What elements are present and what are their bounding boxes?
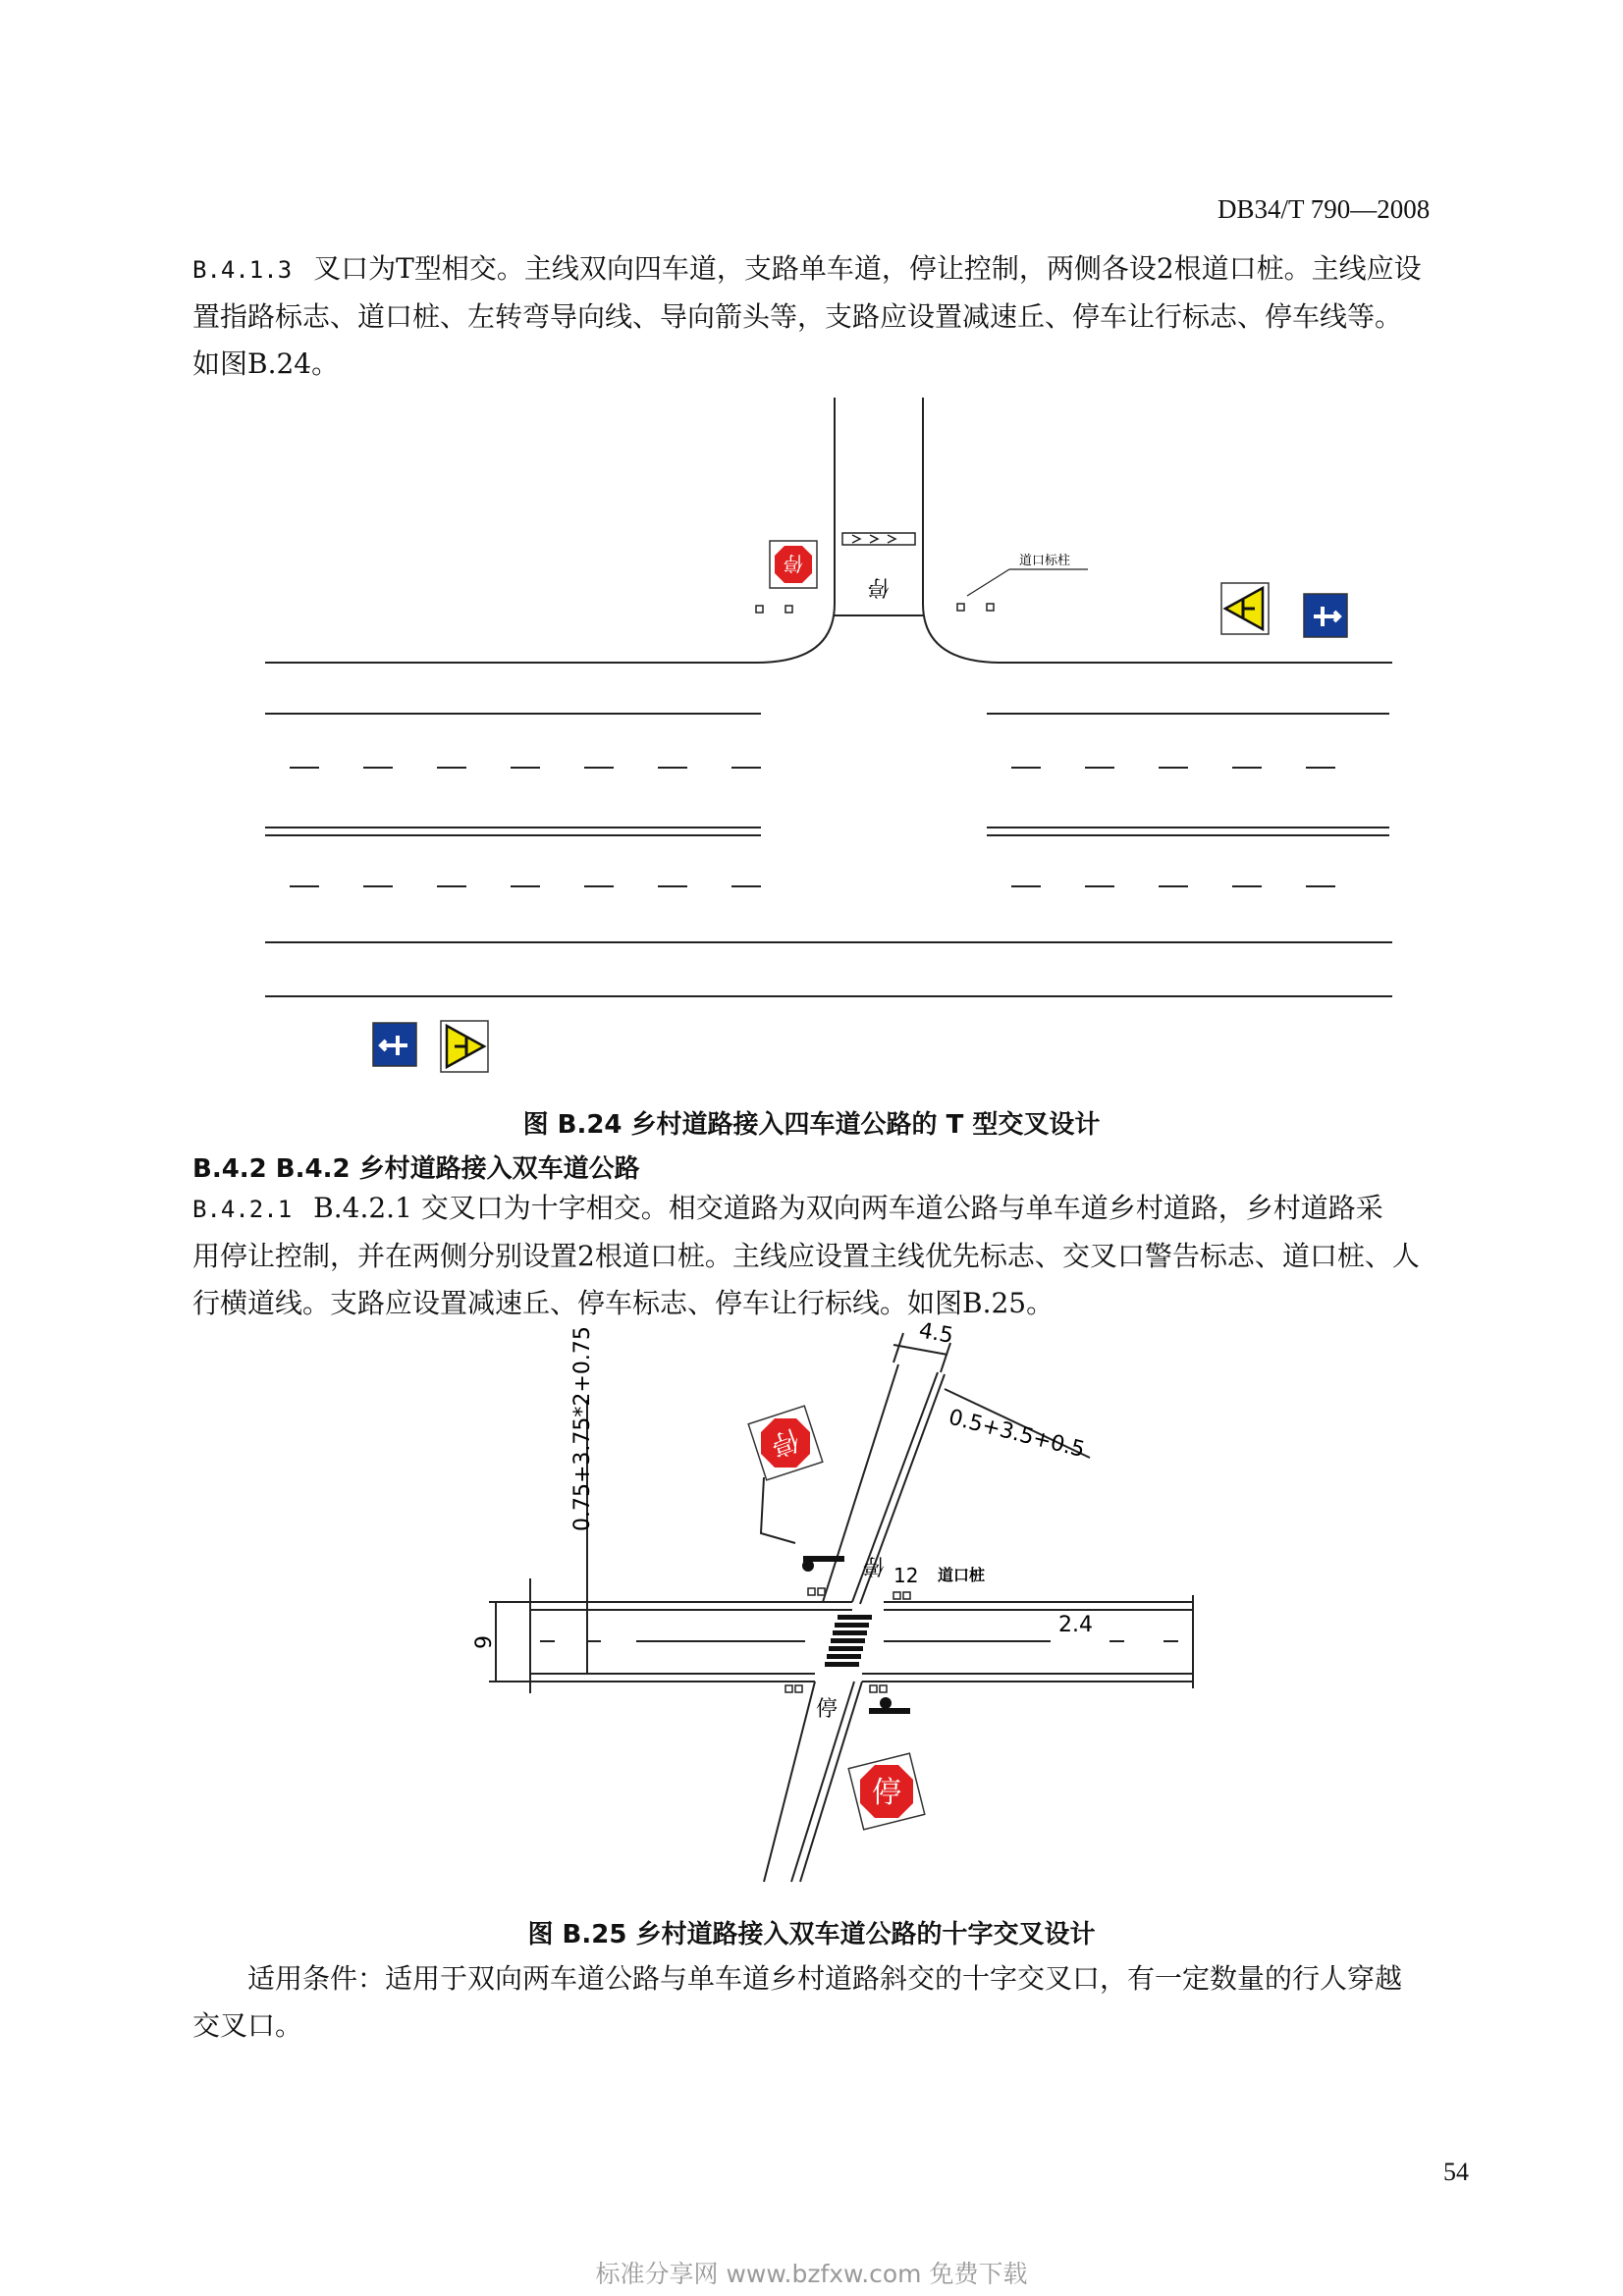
side-road-edge <box>823 1364 898 1602</box>
t-junction-warning-sign <box>1221 583 1269 634</box>
sign-leader <box>761 1477 795 1543</box>
stop-sign <box>848 1753 925 1830</box>
t-junction-warning-sign <box>441 1021 488 1072</box>
main-road-priority-sign <box>1304 594 1347 637</box>
delineator-post <box>808 1588 815 1595</box>
delineator-post <box>795 1685 802 1692</box>
delineator-post <box>818 1588 825 1595</box>
post-label: 道口标柱 <box>1019 554 1071 568</box>
paragraph-line: 如图B.24。 <box>192 347 340 380</box>
figure-caption-b25: 图 B.25 乡村道路接入双车道公路的十字交叉设计 <box>527 1920 1096 1949</box>
page-number: 54 <box>1443 2158 1469 2186</box>
figure-b24 <box>0 388 1623 1095</box>
dim-label-width: 2.4 <box>1058 1613 1093 1637</box>
road-stop-text: 停 <box>867 574 891 599</box>
speed-hump <box>842 533 915 545</box>
stop-sign-text: 停 <box>767 1422 804 1463</box>
stop-sign-text: 停 <box>872 1776 901 1810</box>
dim-label-minor: 0.5+3.5+0.5 <box>946 1405 1088 1464</box>
paragraph-conditions <box>192 1955 1469 2050</box>
delineator-post <box>785 606 792 613</box>
paragraph-b421 <box>192 1185 1469 1327</box>
figure-caption-b24: 图 B.24 乡村道路接入四车道公路的 T 型交叉设计 <box>522 1110 1101 1140</box>
stop-sign-text: 停 <box>784 552 803 575</box>
delineator-post <box>880 1685 887 1692</box>
paragraph-line: 适用条件：适用于双向两车道公路与单车道乡村道路斜交的十字交叉口，有一定数量的行人穿越 <box>247 1962 1403 1995</box>
dim-label-left: 9 <box>472 1635 497 1649</box>
crosswalk <box>825 1615 872 1667</box>
paragraph-b413 <box>192 245 1469 388</box>
dim-label-vertical: 0.75+3.75*2+0.75 <box>570 1326 595 1531</box>
dim-label-top: 4.5 <box>916 1318 955 1349</box>
delineator-post <box>870 1685 877 1692</box>
stop-sign <box>748 1406 823 1480</box>
paragraph-line: 行横道线。支路应设置减速丘、停车标志、停车让行标线。如图B.25。 <box>192 1287 1055 1319</box>
delineator-post <box>987 604 994 611</box>
paragraph-line: B.4.2.1 B.4.2.1 交叉口为十字相交。相交道路为双向两车道公路与单车道乡村道路，乡村道路采 <box>192 1192 1383 1224</box>
side-road-edge <box>764 1682 815 1882</box>
clause-number: B.4.2.1 <box>192 1196 293 1223</box>
label-leader <box>967 569 1009 596</box>
clause-number: B.4.1.3 <box>192 256 293 284</box>
delineator-post <box>903 1592 910 1599</box>
delineator-post <box>893 1592 900 1599</box>
document-code: DB34/T 790—2008 <box>1217 194 1431 224</box>
delineator-post <box>957 604 964 611</box>
paragraph-line: 交叉口。 <box>192 2009 303 2042</box>
section-heading-b42: B.4.2 B.4.2 乡村道路接入双车道公路 <box>192 1154 640 1184</box>
paragraph-line: B.4.1.3 叉口为T型相交。主线双向四车道，支路单车道，停让控制，两侧各设2根道口桩。主线应设 <box>192 252 1422 285</box>
main-road-priority-sign <box>373 1023 416 1066</box>
post-label: 道口桩 <box>938 1566 986 1584</box>
dim-label-angle: 12 <box>893 1564 919 1587</box>
road-stop-text: 停 <box>862 1553 886 1577</box>
road-stop-text: 停 <box>815 1697 839 1722</box>
dimension-line <box>893 1333 903 1362</box>
corner-curve-right <box>923 604 1001 663</box>
footer-watermark: 标准分享网 www.bzfxw.com 免费下载 <box>595 2260 1028 2288</box>
stop-sign <box>770 541 817 588</box>
delineator-post <box>756 606 763 613</box>
paragraph-line: 置指路标志、道口桩、左转弯导向线、导向箭头等，支路应设置减速丘、停车让行标志、停车线等。 <box>192 300 1403 333</box>
paragraph-line: 用停让控制，并在两侧分别设置2根道口桩。主线应设置主线优先标志、交叉口警告标志、道口桩、人 <box>192 1240 1420 1272</box>
delineator-post <box>785 1685 792 1692</box>
figure-b25 <box>0 1315 1623 1904</box>
corner-curve-left <box>756 604 835 663</box>
